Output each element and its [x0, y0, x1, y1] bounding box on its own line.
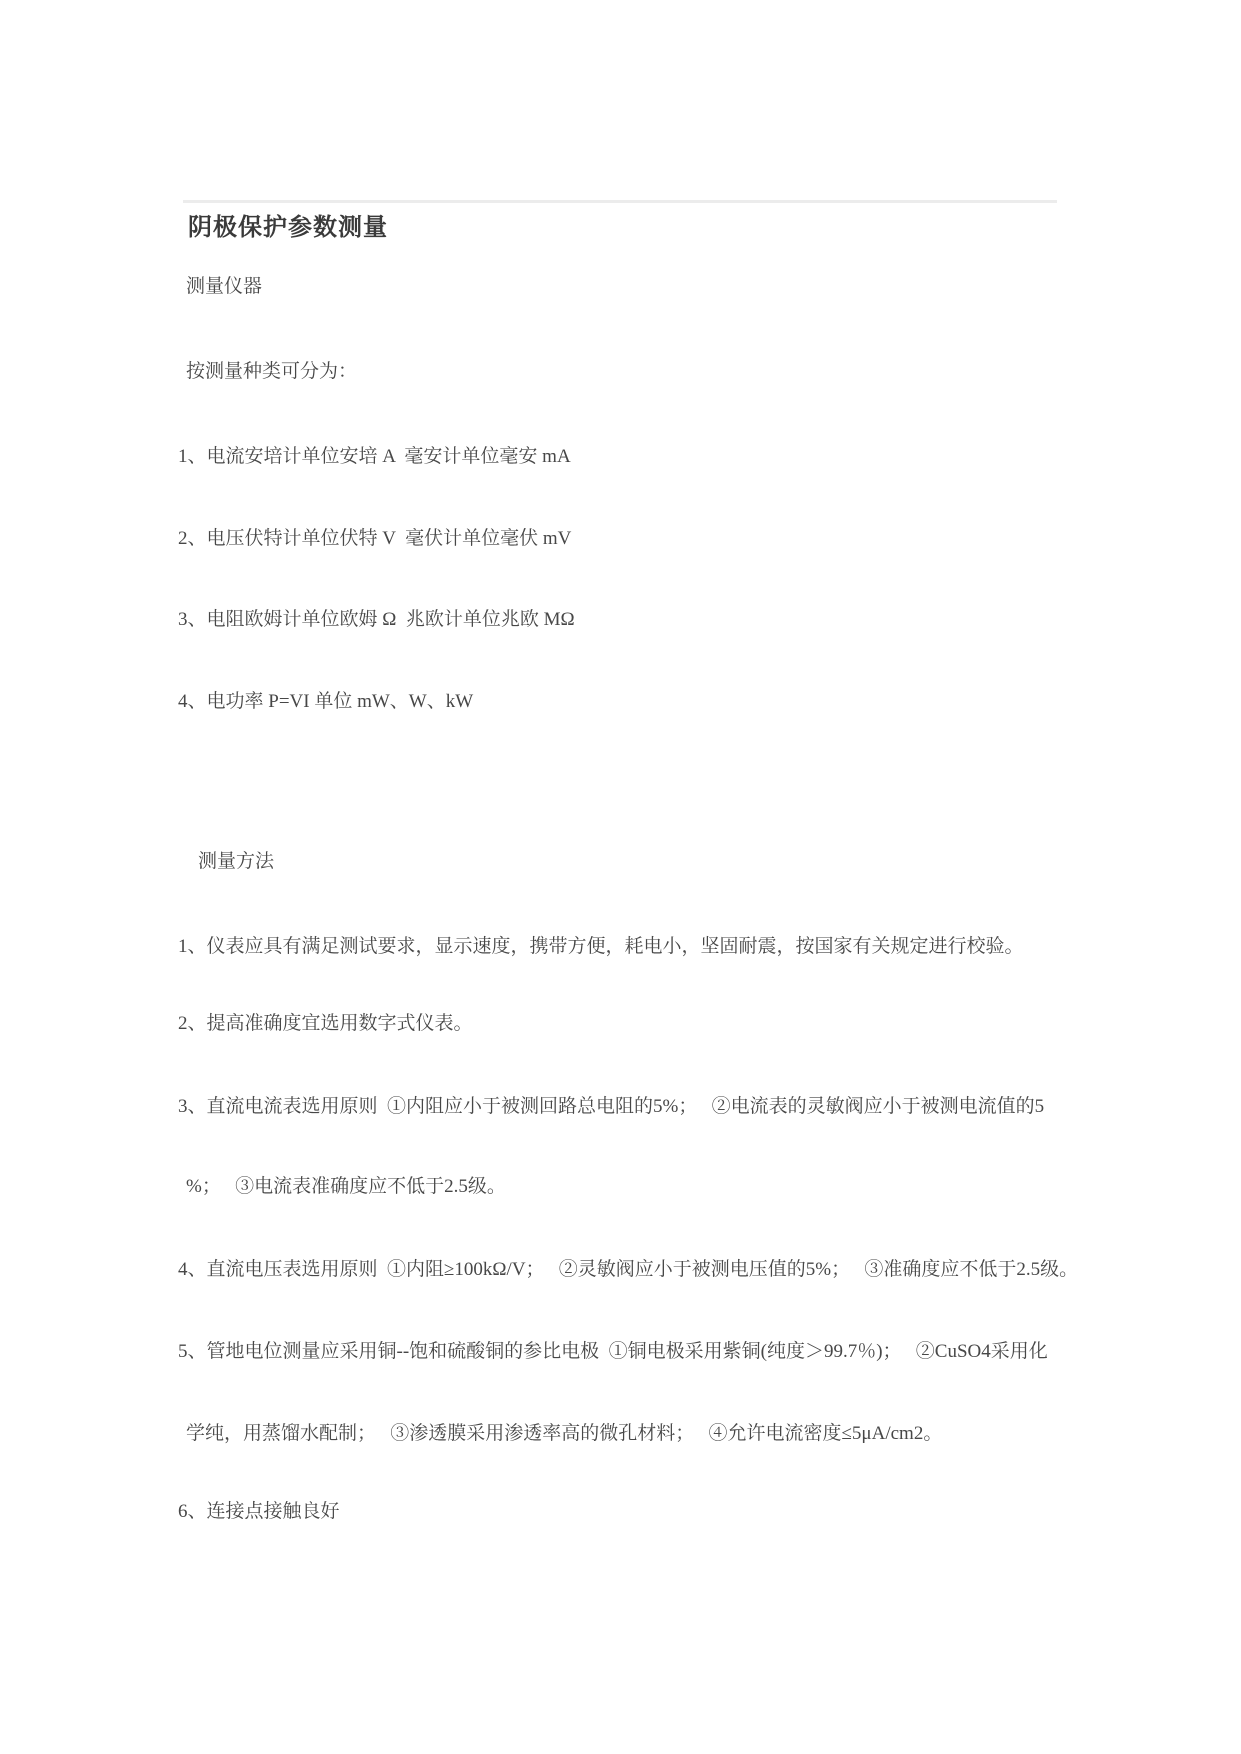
doc-line-intro: 按测量种类可分为：: [186, 361, 358, 382]
top-divider: [183, 200, 1057, 203]
doc-line-method-3: 3、直流电流表选用原则 ①内阻应小于被测回路总电阻的5%； ②电流表的灵敏阀应小于被测电流值的5: [178, 1096, 1045, 1117]
doc-line-subheading-methods: 测量方法: [198, 851, 275, 872]
doc-line-subheading: 测量仪器: [186, 276, 263, 297]
doc-line-item-2: 2、电压伏特计单位伏特 V 毫伏计单位毫伏 mV: [178, 528, 572, 549]
doc-line-method-5: 5、管地电位测量应采用铜--饱和硫酸铜的参比电极 ①铜电极采用紫铜(纯度＞99.7％)； ②CuSO4采用化: [178, 1341, 1048, 1362]
doc-line-method-5-continued: 学纯，用蒸馏水配制； ③渗透膜采用渗透率高的微孔材料； ④允许电流密度≤5μA/cm2。: [186, 1423, 943, 1444]
doc-line-item-4: 4、电功率 P=VI 单位 mW、W、kW: [178, 691, 474, 712]
doc-line-method-2: 2、提高准确度宜选用数字式仪表。: [178, 1013, 473, 1034]
doc-line-item-3: 3、电阻欧姆计单位欧姆 Ω 兆欧计单位兆欧 MΩ: [178, 609, 575, 630]
doc-line-item-1: 1、电流安培计单位安培 A 毫安计单位毫安 mA: [178, 446, 571, 467]
doc-line-method-4: 4、直流电压表选用原则 ①内阻≥100kΩ/V； ②灵敏阀应小于被测电压值的5%； ③准确度应不低于2.5级。: [178, 1259, 1079, 1280]
doc-heading: 阴极保护参数测量: [188, 215, 388, 241]
doc-line-method-1: 1、仪表应具有满足测试要求，显示速度，携带方便，耗电小，坚固耐震，按国家有关规定进行校验。: [178, 936, 1024, 957]
doc-line-method-3-continued: %； ③电流表准确度应不低于2.5级。: [186, 1176, 506, 1197]
doc-line-method-6: 6、连接点接触良好: [178, 1501, 340, 1522]
